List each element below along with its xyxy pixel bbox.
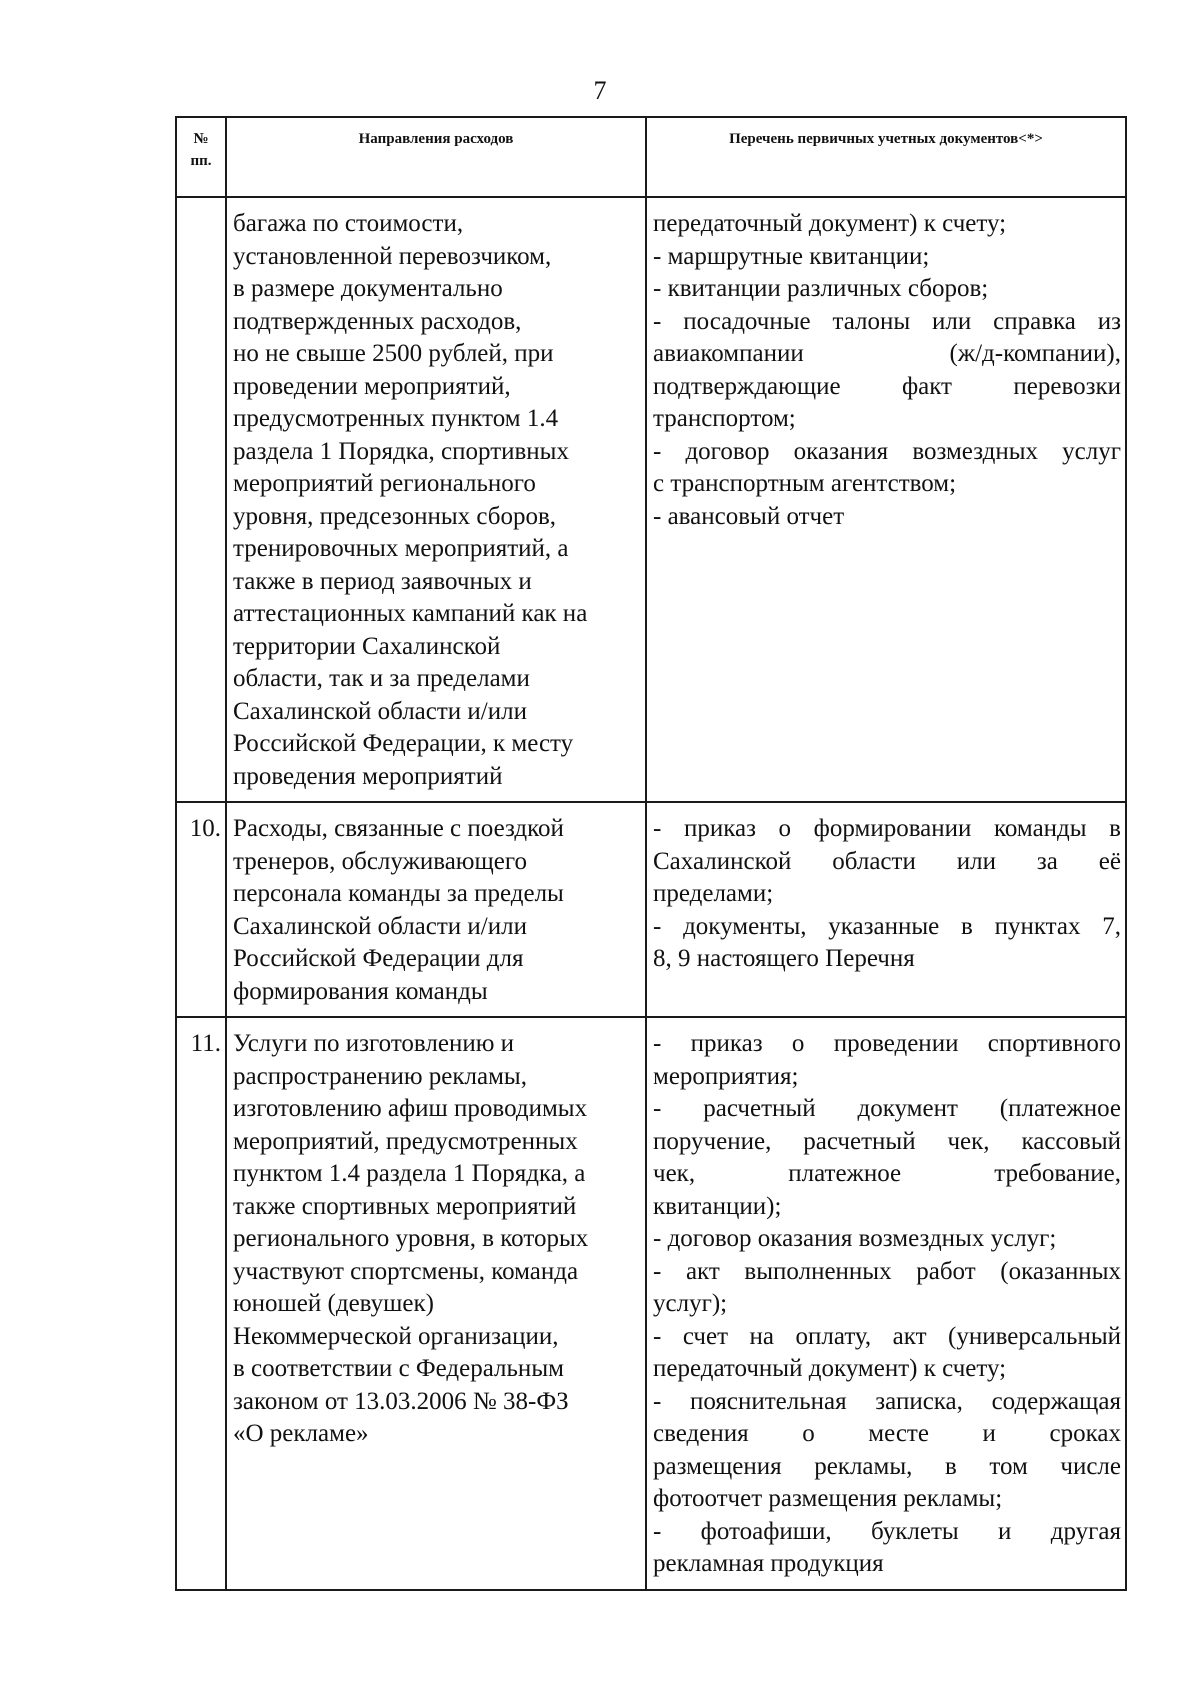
document-line: - квитанции различных сборов; <box>653 275 989 302</box>
header-direction: Направления расходов <box>226 117 646 197</box>
document-line: - договор оказания возмездных услуг <box>653 437 1121 465</box>
direction-line: тренеров, обслуживающего <box>233 847 527 875</box>
page-number: 7 <box>593 76 607 105</box>
document-line: передаточный документ) к счету; <box>653 210 1007 237</box>
direction-line: Расходы, связанные с поездкой <box>233 815 564 842</box>
document-line: рекламная продукция <box>653 1550 884 1577</box>
direction-line: распространению рекламы, <box>233 1062 527 1090</box>
direction-line: области, так и за пределами <box>233 665 530 692</box>
expense-documents-table <box>175 116 1127 1591</box>
direction-line: тренировочных мероприятий, а <box>233 535 569 562</box>
direction-line: территории Сахалинской <box>233 632 501 660</box>
direction-line: также в период заявочных и <box>233 567 532 595</box>
document-line: - посадочные талоны или справка из <box>653 307 1121 335</box>
document-line: - счет на оплату, акт (универсальный <box>653 1322 1121 1350</box>
document-line: - расчетный документ (платежное <box>653 1095 1121 1122</box>
document-line: размещения рекламы, в том числе <box>653 1452 1121 1480</box>
table-header-row <box>176 117 1126 197</box>
document-line: передаточный документ) к счету; <box>653 1355 1007 1382</box>
direction-line: аттестационных кампаний как на <box>233 600 588 627</box>
document-line: - фотоафиши, буклеты и другая <box>653 1517 1121 1545</box>
document-line: - договор оказания возмездных услуг; <box>653 1225 1057 1252</box>
document-line: фотоотчет размещения рекламы; <box>653 1485 1003 1512</box>
direction-line: багажа по стоимости, <box>233 210 464 237</box>
document-line: - приказ о проведении спортивного <box>653 1030 1121 1057</box>
direction-line: проведении мероприятий, <box>233 372 511 400</box>
document-line: чек, платежное требование, <box>653 1160 1121 1187</box>
direction-line: Сахалинской области и/или <box>233 912 527 940</box>
document-line: - приказ о формировании команды в <box>653 815 1121 842</box>
direction-line: уровня, предсезонных сборов, <box>233 502 557 530</box>
direction-line: но не свыше 2500 рублей, при <box>233 340 554 367</box>
document-line: - маршрутные квитанции; <box>653 242 930 270</box>
direction-line: Российской Федерации для <box>233 945 524 972</box>
direction-line: участвуют спортсмены, команда <box>233 1257 579 1285</box>
document-line: авиакомпании (ж/д-компании), <box>653 340 1121 367</box>
document-line: 8, 9 настоящего Перечня <box>653 945 915 972</box>
direction-line: «О рекламе» <box>233 1420 369 1447</box>
direction-line: Услуги по изготовлению и <box>233 1030 515 1057</box>
document-line: поручение, расчетный чек, кассовый <box>653 1127 1121 1155</box>
document-line: квитанции); <box>653 1192 782 1220</box>
expense-direction-cell <box>226 802 646 1017</box>
direction-line: проведения мероприятий <box>233 762 503 790</box>
row-number-cell: 10. <box>176 802 226 1017</box>
document-line: сведения о месте и сроках <box>653 1420 1121 1447</box>
document-line: с транспортным агентством; <box>653 470 957 497</box>
table-row <box>176 1017 1126 1590</box>
direction-line: установленной перевозчиком, <box>233 242 552 270</box>
document-line: - документы, указанные в пунктах 7, <box>653 912 1121 940</box>
document-line: подтверждающие факт перевозки <box>653 372 1121 400</box>
documents-list-cell <box>646 1017 1126 1590</box>
direction-line: подтвержденных расходов, <box>233 307 522 335</box>
documents-list-cell <box>646 197 1126 802</box>
direction-line: Российской Федерации, к месту <box>233 730 574 757</box>
direction-line: законом от 13.03.2006 № 38-ФЗ <box>233 1387 569 1415</box>
document-line: - пояснительная записка, содержащая <box>653 1387 1121 1415</box>
document-line: Сахалинской области или за её <box>653 847 1121 875</box>
direction-line: персонала команды за пределы <box>233 880 564 907</box>
direction-line: в размере документально <box>233 275 503 302</box>
documents-list-cell <box>646 802 1126 1017</box>
expense-direction-cell <box>226 1017 646 1590</box>
row-number-cell: 11. <box>176 1017 226 1590</box>
direction-line: изготовлению афиш проводимых <box>233 1095 588 1122</box>
document-line: мероприятия; <box>653 1062 799 1090</box>
direction-line: предусмотренных пунктом 1.4 <box>233 405 559 432</box>
direction-line: юношей (девушек) <box>233 1290 434 1317</box>
document-line: услуг); <box>653 1290 728 1317</box>
direction-line: формирования команды <box>233 977 488 1005</box>
direction-line: также спортивных мероприятий <box>233 1192 577 1220</box>
table-row <box>176 197 1126 802</box>
expense-direction-cell <box>226 197 646 802</box>
direction-line: Сахалинской области и/или <box>233 697 527 725</box>
direction-line: мероприятий, предусмотренных <box>233 1127 578 1155</box>
row-number-cell <box>176 197 226 802</box>
table-body <box>176 197 1126 1590</box>
direction-line: в соответствии с Федеральным <box>233 1355 564 1382</box>
direction-line: регионального уровня, в которых <box>233 1225 589 1252</box>
direction-line: Некоммерческой организации, <box>233 1322 559 1350</box>
direction-line: раздела 1 Порядка, спортивных <box>233 437 569 465</box>
direction-line: мероприятий регионального <box>233 470 536 497</box>
header-number: № пп. <box>176 117 226 197</box>
document-line: пределами; <box>653 880 774 907</box>
document-line: транспортом; <box>653 405 796 432</box>
table-row <box>176 802 1126 1017</box>
document-line: - акт выполненных работ (оказанных <box>653 1257 1121 1285</box>
direction-line: пунктом 1.4 раздела 1 Порядка, а <box>233 1160 586 1187</box>
header-documents: Перечень первичных учетных документов<*> <box>646 117 1126 197</box>
document-line: - авансовый отчет <box>653 502 845 530</box>
